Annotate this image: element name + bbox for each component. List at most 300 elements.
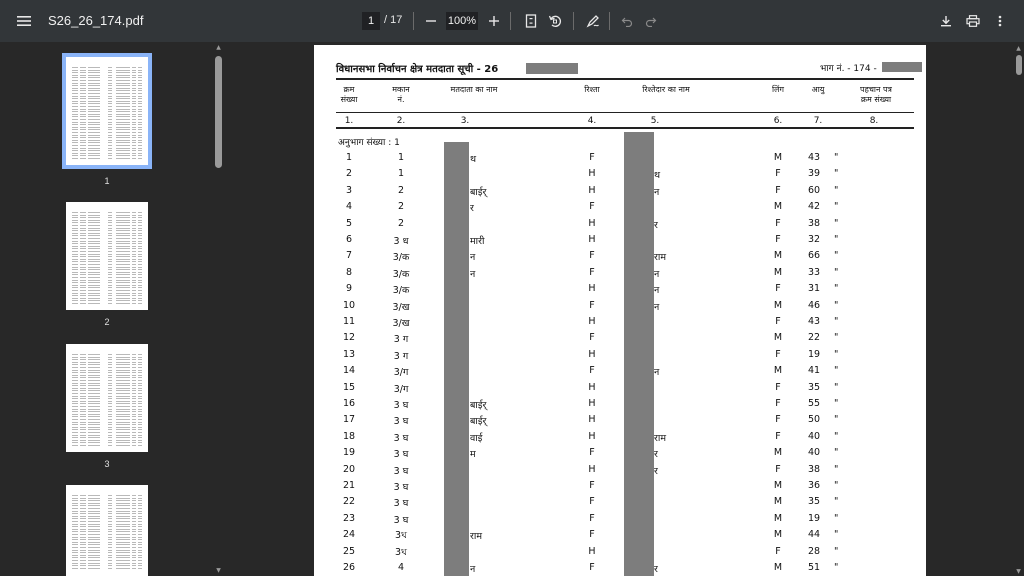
thumbnail-text-line [116,403,130,404]
thumbnail-text-line [108,424,112,425]
thumbnail-text-line [108,503,112,504]
cell-id: " [834,184,839,196]
thumbnail-text-line [80,98,86,99]
col-header-house: मकान नं. [392,85,410,104]
viewer-scrollbar-thumb[interactable] [1016,55,1022,75]
cell-sex: F [775,463,781,475]
thumbnail-text-line [138,503,142,504]
col-header-age: आयु [811,85,825,94]
thumbnail-text-line [80,220,86,221]
thumbnail-text-line [88,124,100,125]
thumbnail-text-line [80,432,86,433]
thumbnail-text-line [72,90,78,91]
thumbnail-text-line [88,259,100,260]
thumbnail-text-line [108,524,112,525]
thumbnail-text-line [72,67,78,68]
page-thumbnail-4[interactable] [66,485,148,576]
thumbnail-text-line [80,547,86,548]
thumbnail-text-line [138,435,142,436]
thumbnail-text-line [108,390,112,391]
cell-sex: F [775,348,781,360]
thumbnail-text-line [138,385,142,386]
hamburger-menu-icon[interactable] [12,9,36,33]
thumbnail-text-line [116,505,130,506]
thumbnail-text-line [72,534,78,535]
thumbnail-text-line [88,364,100,365]
thumbnail-text-line [138,127,142,128]
thumbnail-text-line [108,83,112,84]
cell-n: 23 [342,512,356,524]
thumbnail-text-line [72,233,78,234]
thumbnail-text-line [138,106,142,107]
thumbnail-text-line [138,269,142,270]
thumbnail-text-line [88,77,100,78]
thumbnail-text-line [132,67,136,68]
thumbnail-text-line [72,290,78,291]
thumbnail-text-line [132,127,136,128]
thumbnail-text-line [108,419,112,420]
thumbnail-text-line [108,148,112,149]
thumbnail-text-line [116,233,130,234]
thumbnail-text-line [138,565,142,566]
thumbnail-text-line [132,98,136,99]
cell-rel: H [588,348,596,360]
cell-house: 1 [397,152,405,163]
thumbnail-text-line [108,367,112,368]
zoom-out-icon[interactable] [419,9,443,33]
thumbnail-text-line [132,550,136,551]
thumbnail-text-line [80,406,86,407]
thumbnail-text-line [116,560,130,561]
thumbnail-text-line [132,445,136,446]
thumbnail-text-line [80,235,86,236]
thumbnail-text-line [138,290,142,291]
thumbnail-text-line [138,230,142,231]
cell-sex: F [775,414,781,426]
fit-page-icon[interactable] [519,9,543,33]
thumbnail-text-line [138,537,142,538]
thumbnail-text-line [116,70,130,71]
thumbnail-text-line [72,88,78,89]
thumbnail-text-line [116,83,130,84]
thumbnail-text-line [88,550,100,551]
thumbnail-text-line [116,511,130,512]
thumbnail-text-line [138,70,142,71]
thumbnail-text-line [72,511,78,512]
thumbnail-text-line [108,513,112,514]
annotate-pen-icon[interactable] [581,9,605,33]
thumbnail-text-line [88,135,100,136]
thumbnail-text-line [108,565,112,566]
thumbnail-text-line [88,142,100,143]
thumbnail-text-line [132,557,136,558]
sidebar-scroll-down-icon[interactable]: ▼ [216,567,221,574]
thumbnail-text-line [72,109,78,110]
thumbnail-text-line [132,269,136,270]
thumbnail-text-line [108,495,112,496]
thumbnail-text-line [116,277,130,278]
thumbnail-text-line [132,544,136,545]
cell-rel: F [589,447,595,459]
thumbnail-text-line [116,362,130,363]
thumbnail-text-line [80,155,86,156]
thumbnail-text-line [108,230,112,231]
cell-house: 3 घ [393,482,409,493]
cell-rel: H [588,414,596,426]
thumbnail-text-line [108,243,112,244]
cell-n: 10 [342,299,356,311]
cell-sex: F [775,168,781,180]
cell-id: " [834,365,839,377]
thumbnail-text-line [72,385,78,386]
part-number: भाग नं. - 174 - [820,64,877,74]
thumbnail-text-line [138,222,142,223]
thumbnail-text-line [116,127,130,128]
thumbnail-text-line [80,526,86,527]
thumbnail-text-line [138,396,142,397]
page-thumbnail-2[interactable] [66,202,148,310]
thumbnail-text-line [116,414,130,415]
thumbnail-text-line [108,416,112,417]
thumbnail-text-line [116,377,130,378]
thumbnail-text-line [108,526,112,527]
thumbnail-text-line [116,267,130,268]
thumbnail-text-line [138,98,142,99]
thumbnail-text-line [72,77,78,78]
thumbnail-text-line [80,518,86,519]
thumbnail-text-line [88,215,100,216]
thumbnail-text-line [108,246,112,247]
cell-sex: M [773,480,783,491]
download-icon[interactable] [934,9,958,33]
thumbnail-text-line [88,539,100,540]
thumbnail-text-line [80,119,86,120]
thumbnail-text-line [80,148,86,149]
thumbnail-text-line [88,293,100,294]
cell-rel: H [588,381,596,393]
thumbnail-text-line [132,259,136,260]
col-number: 6. [773,116,783,126]
thumbnail-text-line [132,429,136,430]
thumbnail-text-line [108,254,112,255]
thumbnail-text-line [72,427,78,428]
thumbnail-text-line [138,429,142,430]
thumbnail-text-line [116,238,130,239]
thumbnail-text-line [80,259,86,260]
thumbnail-text-line [108,72,112,73]
thumbnail-text-line [108,385,112,386]
thumbnail-text-line [132,498,136,499]
thumbnail-text-line [116,534,130,535]
thumbnail-text-line [138,303,142,304]
thumbnail-text-line [72,416,78,417]
cell-rname: र [654,449,658,461]
thumbnail-text-line [80,435,86,436]
print-icon[interactable] [961,9,985,33]
thumbnail-text-line [88,383,100,384]
thumbnail-text-line [88,362,100,363]
cell-age: 46 [808,299,821,311]
thumbnail-text-line [132,101,136,102]
thumbnail-text-line [80,552,86,553]
thumbnail-text-line [88,524,100,525]
thumbnail-text-line [72,396,78,397]
thumbnail-text-line [80,300,86,301]
thumbnail-text-line [72,370,78,371]
cell-sex: M [773,332,783,344]
thumbnail-text-line [88,88,100,89]
thumbnail-text-line [88,70,100,71]
thumbnail-text-line [88,116,100,117]
thumbnail-text-line [116,295,130,296]
thumbnail-text-line [88,372,100,373]
cell-age: 35 [808,496,821,508]
thumbnail-text-line [132,396,136,397]
thumbnail-text-line [80,114,86,115]
thumbnail-text-line [88,526,100,527]
thumbnail-text-line [132,409,136,410]
thumbnail-text-line [132,432,136,433]
thumbnail-text-line [88,98,100,99]
cell-id: " [834,463,839,475]
thumbnail-text-line [80,516,86,517]
cell-age: 22 [808,332,821,344]
list-header-title: विधानसभा निर्वाचन क्षेत्र मतदाता सूची - 26 [336,64,499,75]
thumbnail-text-line [108,96,112,97]
thumbnail-text-line [108,398,112,399]
cell-age: 28 [808,545,821,557]
cell-house: 2 [397,217,405,229]
thumbnail-text-line [116,129,130,130]
cell-rname: न [654,268,660,280]
thumbnail-text-line [138,124,142,125]
thumbnail-text-line [108,282,112,283]
thumbnail-text-line [108,233,112,234]
thumbnail-text-line [138,135,142,136]
thumbnail-text-line [80,403,86,404]
thumbnail-text-line [116,220,130,221]
viewer-scroll-down-icon[interactable]: ▼ [1016,568,1021,575]
thumbnail-text-line [132,93,136,94]
thumbnail-text-line [72,70,78,71]
thumbnail-text-line [108,511,112,512]
thumbnail-text-line [88,442,100,443]
thumbnail-text-line [80,153,86,154]
thumbnail-text-line [138,295,142,296]
thumbnail-text-line [72,287,78,288]
thumbnail-text-line [80,256,86,257]
more-options-icon[interactable] [988,9,1012,33]
page-thumbnail-1[interactable] [66,57,148,165]
thumbnail-text-line [132,158,136,159]
sidebar-scroll-up-icon[interactable]: ▲ [216,44,221,51]
thumbnail-text-line [80,568,86,569]
thumbnail-text-line [132,495,136,496]
thumbnail-text-line [138,148,142,149]
thumbnail-text-line [132,537,136,538]
cell-rel: F [589,332,595,344]
thumbnail-text-line [108,442,112,443]
thumbnail-text-line [80,544,86,545]
thumbnail-text-line [80,364,86,365]
thumbnail-text-line [138,414,142,415]
thumbnail-text-line [116,372,130,373]
thumbnail-text-line [88,222,100,223]
thumbnail-text-line [80,269,86,270]
thumbnail-text-line [108,362,112,363]
cell-rel: F [589,529,595,541]
thumbnail-text-line [116,215,130,216]
thumbnail-text-line [108,357,112,358]
thumbnail-text-line [80,557,86,558]
cell-rel: H [588,463,596,475]
thumbnail-text-line [80,277,86,278]
thumbnail-text-line [116,67,130,68]
thumbnail-text-line [88,388,100,389]
thumbnail-text-line [88,534,100,535]
thumbnail-text-line [116,370,130,371]
thumbnail-text-line [88,246,100,247]
thumbnail-text-line [72,422,78,423]
cell-sex: F [775,545,781,557]
undo-icon[interactable] [615,9,639,33]
thumbnail-text-line [116,145,130,146]
cell-age: 33 [808,266,821,278]
thumbnail-text-line [80,565,86,566]
thumbnail-text-line [80,555,86,556]
cell-sex: F [775,381,781,393]
thumbnail-text-line [88,111,100,112]
thumbnail-text-line [72,155,78,156]
thumbnail-text-line [72,269,78,270]
thumbnail-text-line [138,215,142,216]
page-number-input[interactable]: 1 [362,12,380,30]
viewer-scroll-up-icon[interactable]: ▲ [1016,45,1021,52]
thumbnail-text-line [116,103,130,104]
thumbnail-text-line [108,403,112,404]
thumbnail-text-line [88,427,100,428]
thumbnail-text-line [132,385,136,386]
thumbnail-text-line [88,406,100,407]
thumbnail-text-line [80,503,86,504]
cell-n: 13 [342,348,356,360]
thumbnail-text-line [72,424,78,425]
cell-id: " [834,512,839,524]
thumbnail-text-line [132,364,136,365]
thumbnail-text-line [88,557,100,558]
thumbnail-text-line [72,547,78,548]
thumbnail-text-line [72,72,78,73]
thumbnail-text-line [72,403,78,404]
cell-rname: र [654,219,658,231]
thumbnail-text-line [88,145,100,146]
thumbnail-text-line [116,114,130,115]
thumbnail-text-line [116,550,130,551]
page-thumbnail-3[interactable] [66,344,148,452]
thumbnail-text-line [80,241,86,242]
thumbnail-text-line [80,377,86,378]
thumbnail-text-line [116,495,130,496]
thumbnail-text-line [116,230,130,231]
thumbnail-text-line [72,565,78,566]
thumbnail-text-line [132,442,136,443]
col-header-id-card: पहचान पत्र क्रम संख्या [860,85,892,104]
cell-id: " [834,480,839,491]
thumbnail-text-line [132,414,136,415]
thumbnail-text-line [116,88,130,89]
thumbnail-text-line [80,354,86,355]
zoom-level-input[interactable]: 100% [446,12,478,30]
thumbnail-text-line [72,375,78,376]
cell-name: बाईर् [470,400,487,411]
cell-rname: र [654,465,658,477]
thumbnail-text-line [138,251,142,252]
col-number: 4. [587,116,597,126]
cell-rname: न [654,367,660,379]
cell-id: " [834,430,839,442]
thumbnail-text-line [72,537,78,538]
cell-sex: M [773,152,783,163]
cell-house: 3ঘ [395,530,407,542]
thumbnail-text-line [80,521,86,522]
thumbnail-text-line [138,259,142,260]
rotate-icon[interactable] [543,9,567,33]
thumbnail-text-line [138,372,142,373]
thumbnail-text-line [80,217,86,218]
thumbnail-text-line [72,406,78,407]
thumbnail-text-line [132,155,136,156]
cell-n: 4 [345,201,353,213]
cell-house: 3 ग [393,350,409,362]
cell-n: 3 [345,184,353,196]
thumbnail-text-line [116,390,130,391]
thumbnail-text-line [88,287,100,288]
thumbnail-text-line [138,293,142,294]
thumbnail-text-line [132,367,136,368]
thumbnail-text-line [132,287,136,288]
thumbnail-text-line [132,212,136,213]
thumbnail-text-line [72,148,78,149]
zoom-in-icon[interactable] [482,9,506,33]
thumbnail-text-line [88,85,100,86]
thumbnail-text-line [72,75,78,76]
thumbnail-text-line [132,88,136,89]
thumbnail-text-line [72,495,78,496]
table-rule [336,112,914,113]
thumbnail-text-line [88,256,100,257]
thumbnail-text-line [132,140,136,141]
redo-icon[interactable] [639,9,663,33]
thumbnail-text-line [116,274,130,275]
thumbnail-text-line [138,217,142,218]
thumbnail-text-line [108,122,112,123]
thumbnail-text-line [132,516,136,517]
cell-rel: F [589,365,595,377]
thumbnail-text-line [138,524,142,525]
sidebar-scrollbar-thumb[interactable] [215,56,222,168]
cell-house: 3 ग [393,334,409,346]
thumbnail-text-line [138,114,142,115]
cell-name: राम [470,531,483,543]
thumbnail-text-line [116,269,130,270]
thumbnail-text-line [132,256,136,257]
thumbnail-text-line [132,372,136,373]
thumbnail-text-line [88,563,100,564]
thumbnail-text-line [88,153,100,154]
thumbnail-text-line [108,505,112,506]
thumbnail-text-line [72,354,78,355]
thumbnail-text-line [88,437,100,438]
